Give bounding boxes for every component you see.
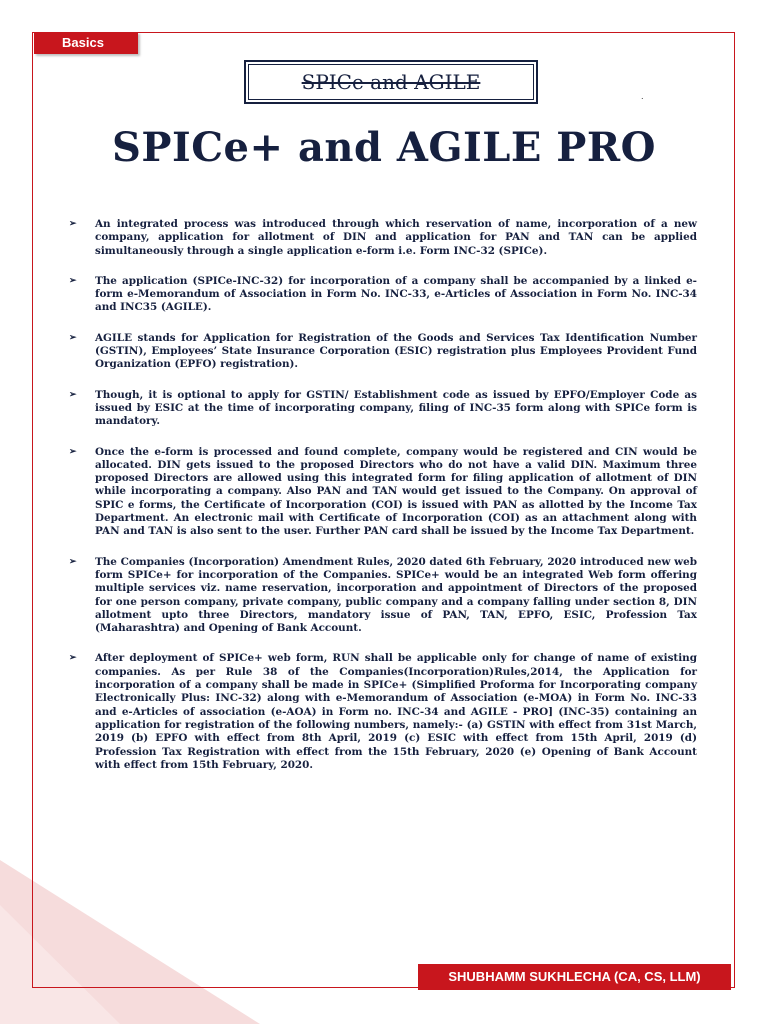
arrow-bullet-icon: ➢ (69, 556, 77, 567)
arrow-bullet-icon: ➢ (69, 389, 77, 400)
stray-mark: . (641, 92, 644, 101)
section-tab: Basics (34, 32, 138, 54)
arrow-bullet-icon: ➢ (69, 219, 77, 229)
arrow-bullet-icon: ➢ (69, 653, 77, 664)
list-item: ➢ The Companies (Incorporation) Amendment Rules, 2020 dated 6th February, 2020 introduced new web form SPICe+ for incorporation of the Companies. SPICe+ would be an integrated Web form offering multiple services viz. name reservation, incorporation and appointment of Directors of the proposed for one person company, private company, public company and a company falling under section 8, DIN allotment upto three Directors, mandatory issue of PAN, TAN, EPFO, ESIC, Profession Tax (Maharashtra) and Opening of Bank Account. (69, 555, 697, 635)
list-item: ➢ Though, it is optional to apply for GSTIN/ Establishment code as issued by EPFO/Employer Code as issued by ESIC at the time of incorporating company, filing of INC-35 form along with SPICe form is mandatory. (69, 388, 697, 428)
list-item: ➢ AGILE stands for Application for Registration of the Goods and Services Tax Identification Number (GSTIN), Employees’ State Insurance Corporation (ESIC) registration plus Employees Provident Fund Organization (EPFO) registration). (69, 331, 697, 371)
author-footer: SHUBHAMM SUKHLECHA (CA, CS, LLM) (418, 964, 731, 990)
arrow-bullet-icon: ➢ (69, 332, 77, 343)
bullet-list (69, 218, 697, 789)
list-item: ➢ The application (SPICe-INC-32) for incorporation of a company shall be accompanied by a linked e-form e-Memorandum of Association in Form No. INC-33, e-Articles of Association in Form No. INC-34 and INC35 (AGILE). (69, 274, 697, 314)
old-title-box (244, 60, 538, 104)
list-item: ➢ An integrated process was introduced through which reservation of name, incorporation of a new company, application for allotment of DIN and application for PAN and TAN can be applied simultaneously through a single application e-form i.e. Form INC-32 (SPICe). (69, 218, 697, 257)
list-item: ➢ Once the e-form is processed and found complete, company would be registered and CIN would be allocated. DIN gets issued to the proposed Directors who do not have a valid DIN. Maximum three proposed Directors are allowed using this integrated form for filing application of allotment of DIN while incorporating a company. Also PAN and TAN would get issued to the Company. On approval of SPIC e forms, the Certificate of Incorporation (COI) is issued with PAN as allotted by the Income Tax Department. An electronic mail with Certificate of Incorporation (COI) as an attachment along with PAN and TAN is also sent to the user. Further PAN card shall be issued by the Income Tax Department. (69, 445, 697, 538)
arrow-bullet-icon: ➢ (69, 275, 77, 286)
arrow-bullet-icon: ➢ (69, 446, 77, 457)
old-title: SPICe and AGILE (248, 64, 534, 100)
page-title: SPICe+ and AGILE PRO (112, 124, 656, 171)
list-item: ➢ After deployment of SPICe+ web form, RUN shall be applicable only for change of name of existing companies. As per Rule 38 of the Companies(Incorporation)Rules,2014, the Application for incorporation of a company shall be made in SPICe+ (Simplified Proforma for Incorporating company Electronically Plus: INC-32) along with e-Memorandum of Association (e-MOA) in Form No. INC-33 and e-Articles of association (e-AOA) in Form no. INC-34 and AGILE - PRO] (INC-35) containing an application for registration of the following numbers, namely:- (a) GSTIN with effect from 31st March, 2019 (b) EPFO with effect from 8th April, 2019 (c) ESIC with effect from 15th April, 2019 (d) Profession Tax Registration with effect from the 15th February, 2020 (e) Opening of Bank Account with effect from 15th February, 2020. (69, 652, 697, 771)
